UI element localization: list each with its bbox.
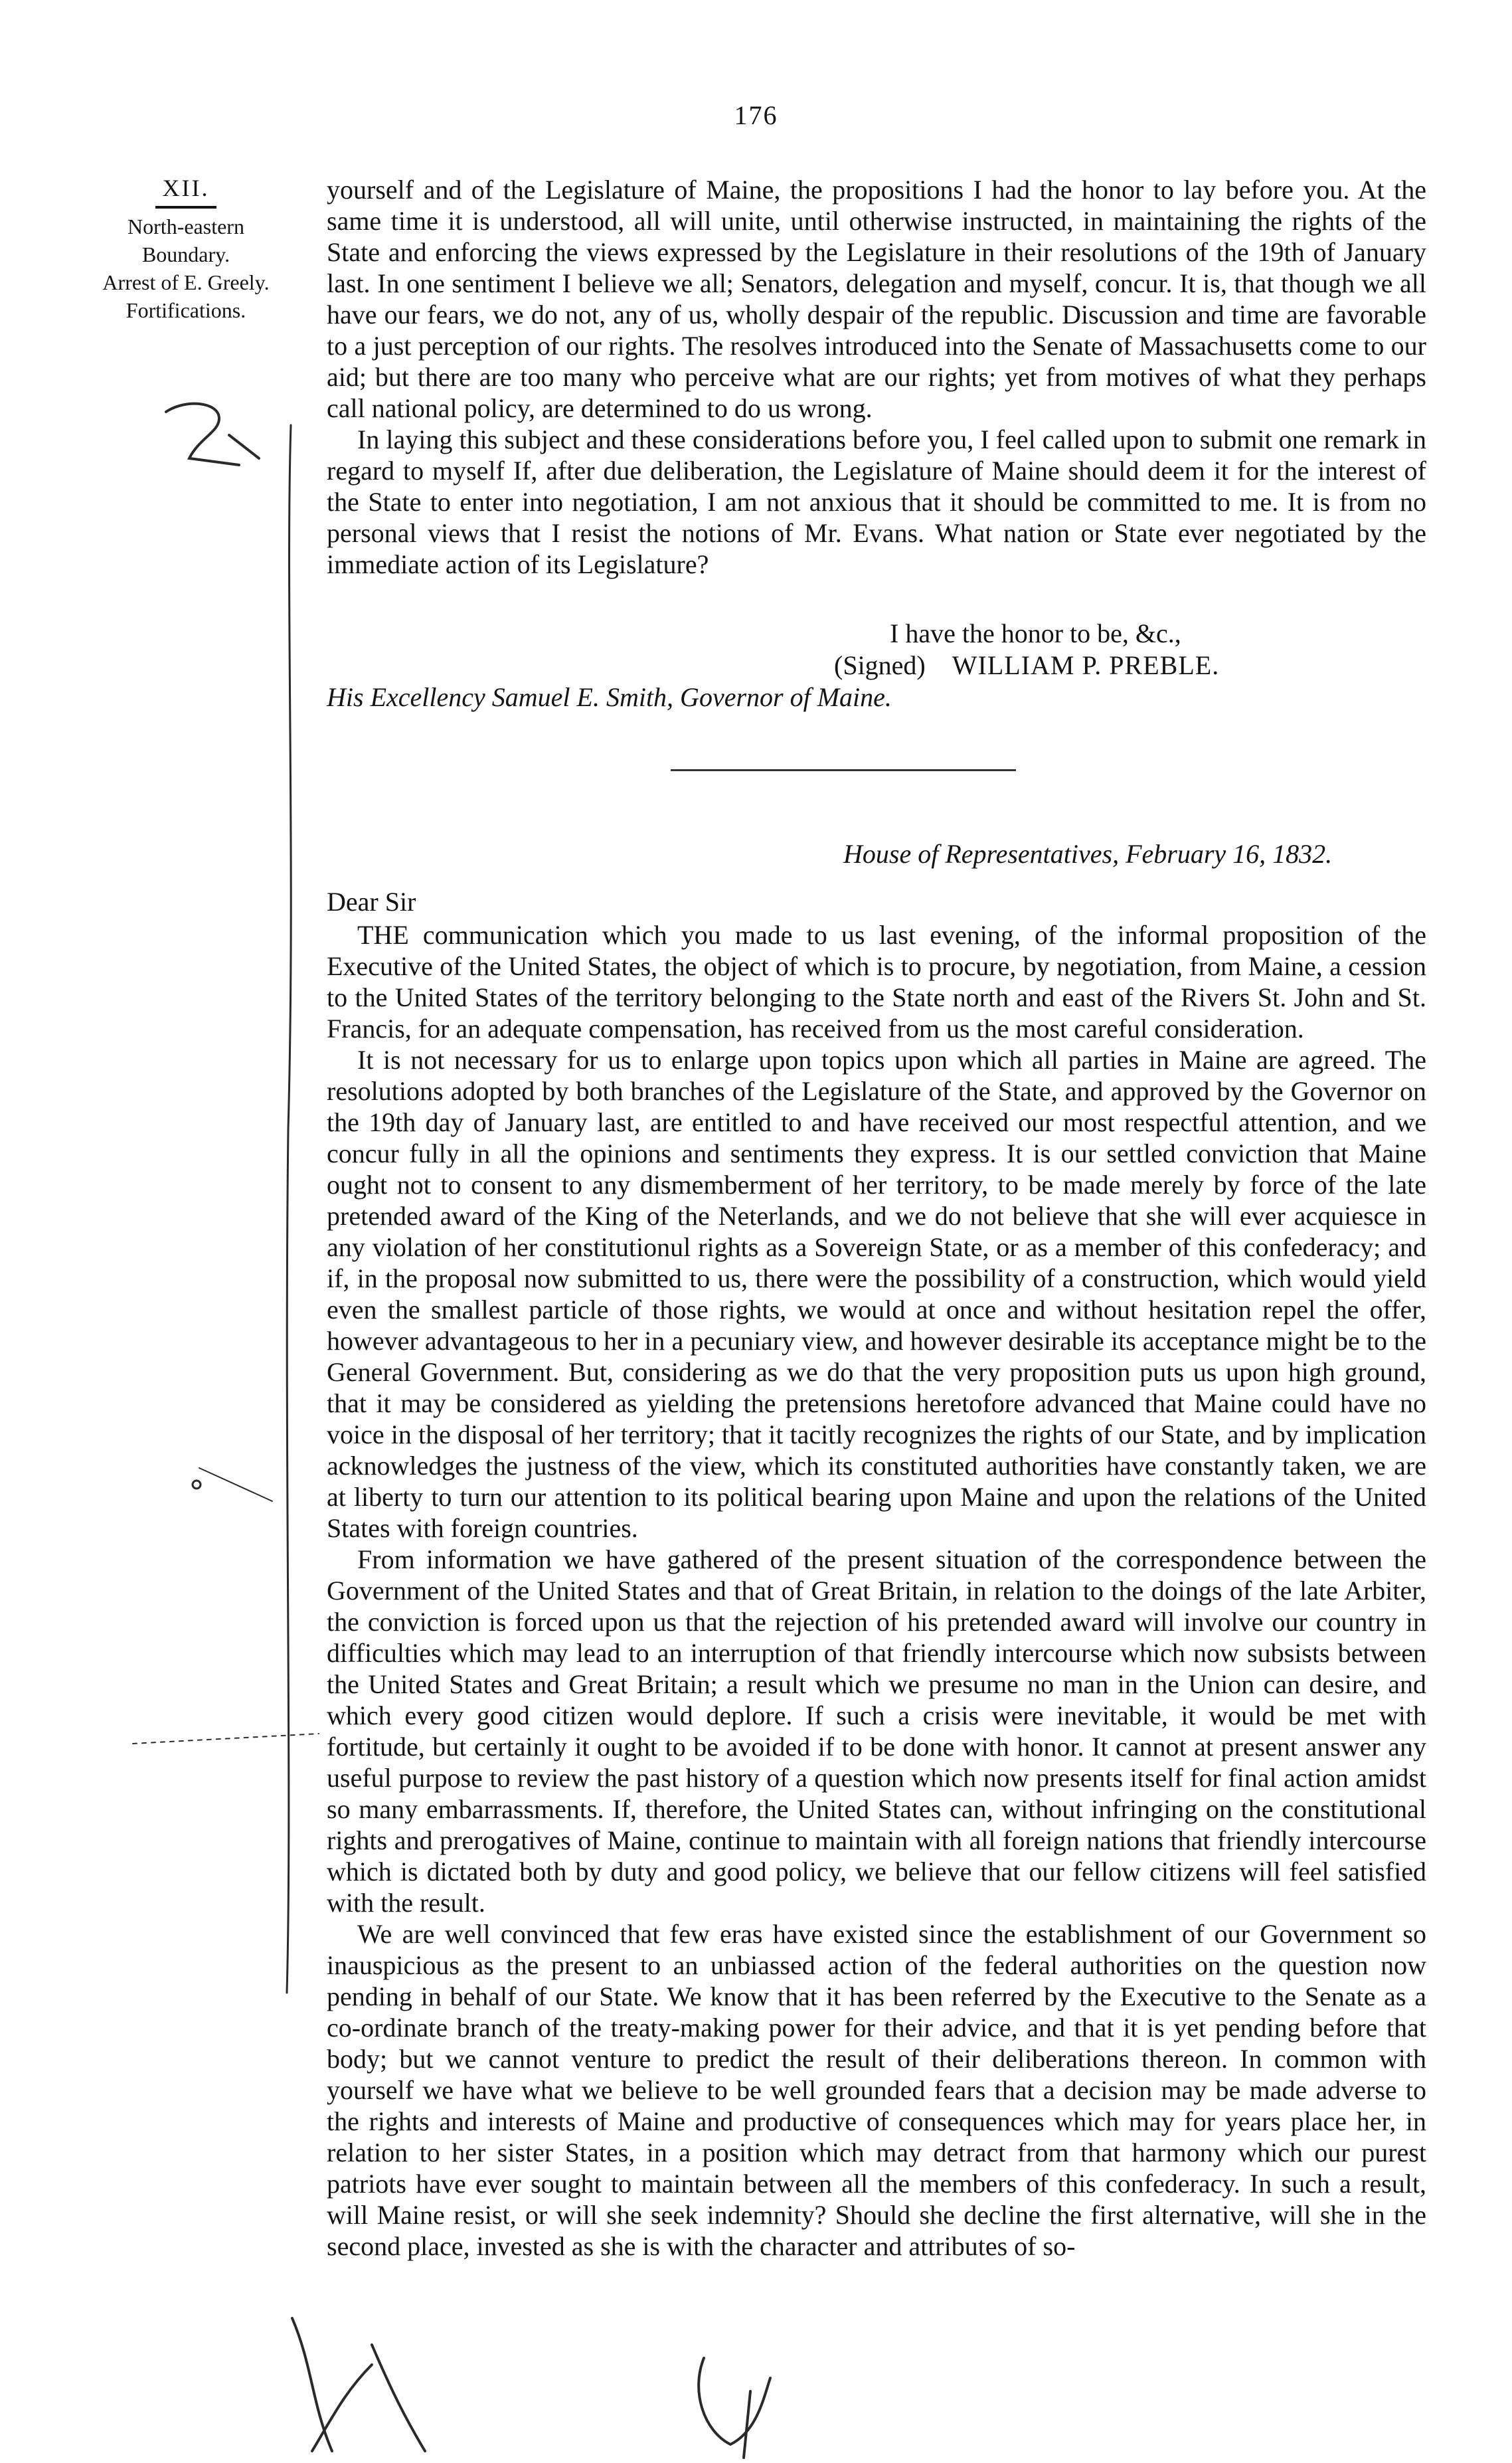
paragraph: In laying this subject and these considerations before you, I feel called upon to submit one remark in regard to myself If, after due deliberation, the Legislature of Maine should deem it for the interest of the State to enter into negotiation, I am not anxious that it should be committed to me. It is from no personal views that I resist the notions of Mr. Evans. What nation or State ever negotiated by the immediate action of its Legislature? — [327, 424, 1426, 579]
paragraph: It is not necessary for us to enlarge upon topics upon which all parties in Maine are agreed. The resolutions adopted by both branches of the Legislature of the State, and approved by the Governor on the 19th day of January last, are entitled to and have received our most respectful attention, and we concur fully in all the opinions and sentiments they express. It is our settled conviction that Maine ought not to consent to any dismemberment of her territory, to be made merely by force of the late pretended award of the King of the Neterlands, and we do not believe that she will ever acquiesce in any violation of her constitutionul rights as a Sovereign State, or as a member of this confederacy; and if, in the proposal now submitted to us, there were the possibility of a construction, which would yield even the smallest particle of those rights, we would at once and without hesitation repel the offer, however advantageous to her in a pecuniary view, and however desirable its acceptance might be to the General Government. But, considering as we do that the very proposition puts us upon high ground, that it may be considered as yielding the pretensions heretofore advanced that Maine could have no voice in the disposal of her territory; that it tacitly recognizes the rights of our State, and by implication acknowledges the justness of the view, which its constituted authorities have constantly taken, we are at liberty to turn our attention to its political bearing upon Maine and upon the relations of the United States with foreign countries. — [327, 1045, 1426, 1543]
pencil-mark — [744, 2391, 750, 2458]
margin-note: North-eastern — [127, 215, 244, 238]
pencil-mark — [372, 2345, 425, 2451]
section-number: XII. — [162, 175, 210, 201]
pencil-mark — [199, 1468, 272, 1501]
pencil-mark — [229, 435, 259, 458]
addressee: His Excellency Samuel E. Smith, Governor of Maine. — [327, 682, 892, 712]
letter-one-body — [327, 174, 1426, 580]
dateline: House of Representatives, February 16, 1832. — [843, 839, 1333, 869]
ink-dot — [193, 1481, 201, 1489]
paragraph: From information we have gathered of the present situation of the correspondence between the Government of the United States and that of Great Britain, in relation to the doings of the late Arbiter, the conviction is forced upon us that the rejection of his pretended award will involve our country in difficulties which may lead to an interruption of that friendly intercourse which now subsists between the United States and Great Britain; a result which we presume no man in the Union can desire, and which every good citizen would deplore. If such a crisis were inevitable, it would be met with fortitude, but certainly it ought to be avoided if to be done with honor. It cannot at present answer any useful purpose to review the past history of a question which now presents itself for final action amidst so many embarrassments. If, therefore, the United States can, without infringing on the constitutional rights and prerogatives of Maine, continue to maintain with all foreign nations that friendly intercourse which is dictated both by duty and good policy, we believe that our fellow citizens will feel satisfied with the result. — [327, 1544, 1426, 1918]
pencil-mark — [133, 1734, 319, 1744]
salutation: Dear Sir — [327, 887, 416, 917]
paragraph: THE communication which you made to us last evening, of the informal proposition of the Executive of the United States, the object of which is to procure, by negotiation, from Maine, a cession to the United States of the territory belonging to the State north and east of the Rivers St. John and St. Francis, for an adequate compensation, has received from us the most careful consideration. — [327, 920, 1426, 1044]
section-rule — [155, 206, 216, 209]
margin-notes — [66, 174, 305, 324]
margin-stroke — [287, 425, 291, 1993]
margin-note: Fortifications. — [126, 298, 246, 322]
paragraph: yourself and of the Legislature of Maine, the propositions I had the honor to lay before you. At the same time it is understood, all will unite, until otherwise instructed, in maintaining the rights of the State and enforcing the views expressed by the Legislature in their resolutions of the 19th of January last. In one sentiment I believe we all; Senators, delegation and myself, concur. It is, that though we all have our fears, we do not, any of us, wholly despair of the republic. Discussion and time are favorable to a just perception of our rights. The resolves introduced into the Senate of Massachusetts come to our aid; but there are too many who perceive what are our rights; yet from motives of what they perhaps call national policy, are determined to do us wrong. — [327, 175, 1426, 423]
closing: I have the honor to be, &c., — [890, 618, 1181, 648]
pencil-mark — [166, 404, 239, 465]
page-number: 176 — [734, 100, 778, 130]
pencil-mark — [292, 2318, 332, 2451]
signer-name: WILLIAM P. PREBLE. — [952, 650, 1220, 680]
letter-two-body — [327, 919, 1426, 2262]
pencil-mark — [312, 2365, 372, 2451]
margin-note: Arrest of E. Greely. — [102, 270, 270, 294]
signed-label: (Signed) — [834, 650, 926, 680]
pencil-mark — [699, 2358, 770, 2444]
section-divider — [671, 769, 1016, 771]
signature-line — [834, 650, 1219, 681]
paragraph: We are well convinced that few eras have existed since the establishment of our Government so inauspicious as the present to an unbiassed action of the federal authorities on the question now pending in behalf of our State. We know that it has been referred by the Executive to the Senate as a co-ordinate branch of the treaty-making power for their advice, and that it is yet pending before that body; but we cannot venture to predict the result of their deliberations thereon. In common with yourself we have what we believe to be well grounded fears that a decision may be made adverse to the rights and interests of Maine and productive of consequences which may for years place her, in relation to her sister States, in a position which may detract from that harmony which our purest patriots have ever sought to maintain between all the members of this confederacy. In such a result, will Maine resist, or will she seek indemnity? Should she decline the first alternative, will she in the second place, invested as she is with the character and attributes of so- — [327, 1919, 1426, 2261]
margin-note: Boundary. — [141, 242, 230, 266]
